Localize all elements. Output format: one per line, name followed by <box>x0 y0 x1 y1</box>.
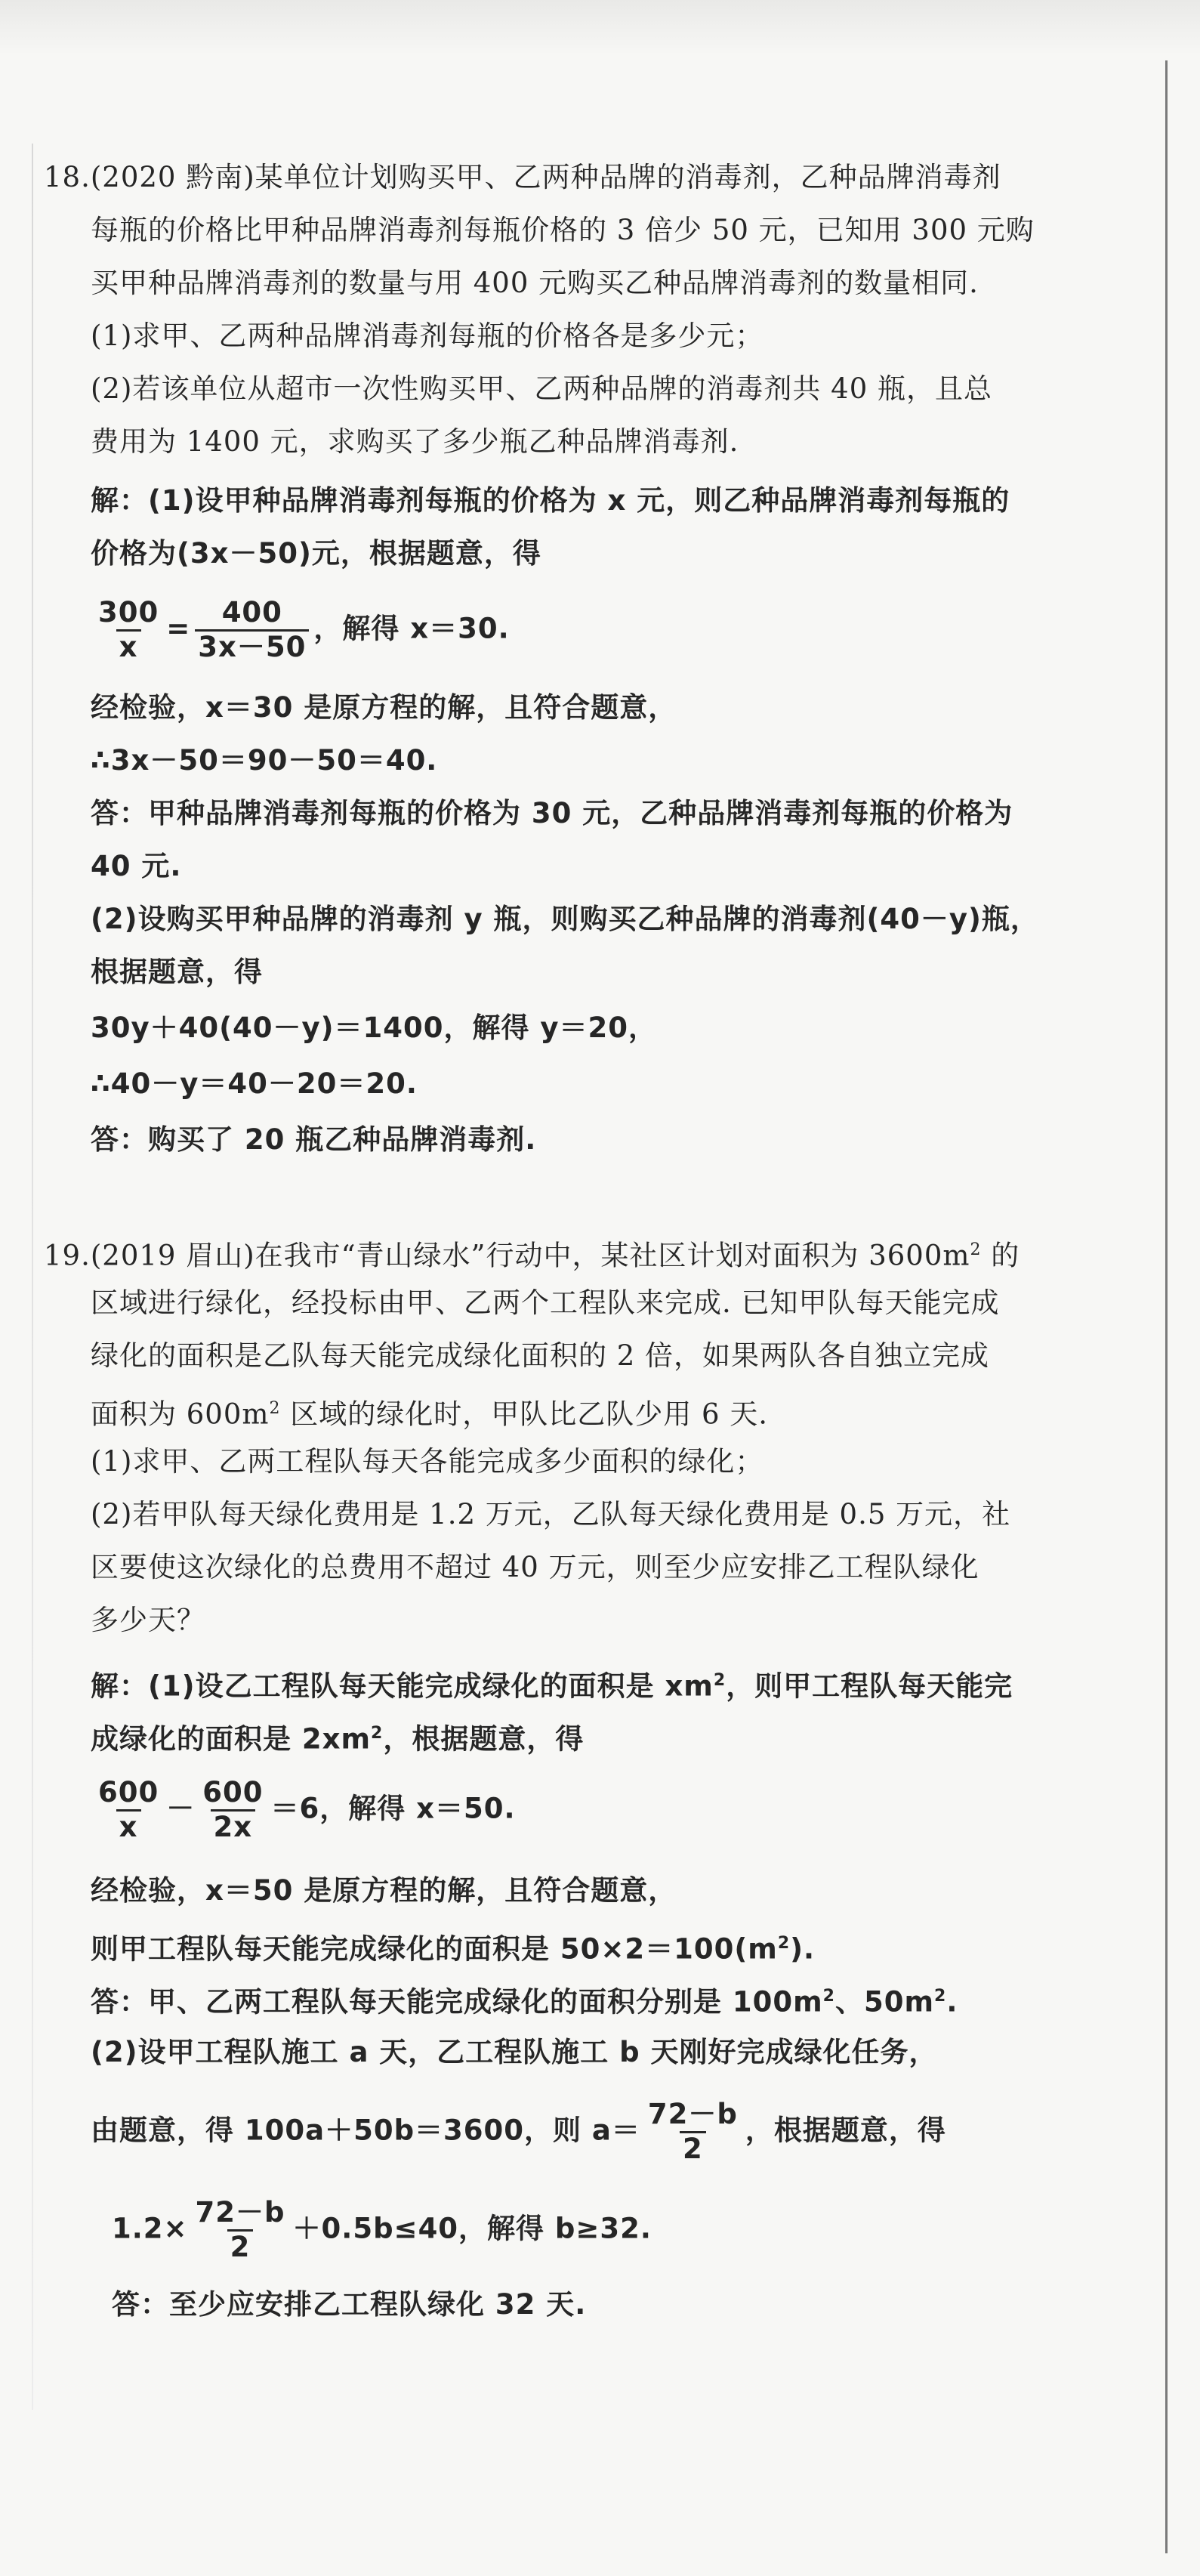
q18-sol-line-10: ∴40－y＝40－20＝20. <box>91 1067 418 1100</box>
q19-sol-line-4: 则甲工程队每天能完成绿化的面积是 $50\times 2=100(m^2)$. <box>91 1932 816 1966</box>
fraction: $\frac{300}{x}$ <box>98 596 159 663</box>
q18-sol-line-4: ∴3x－50＝90－50＝40. <box>91 744 438 777</box>
q18-sol-line-2: 价格为(3x－50)元，根据题意，得 <box>91 537 541 570</box>
left-margin-line <box>32 144 33 2410</box>
q18-line-2: 每瓶的价格比甲种品牌消毒剂每瓶价格的 3 倍少 50 元，已知用 300 元购 <box>91 214 1035 246</box>
q19-line-3: 绿化的面积是乙队每天能完成绿化面积的 2 倍，如果两队各自独立完成 <box>91 1339 990 1372</box>
q19-sol-line-8: 1.2× $\frac{72-b}{2}$ ＋0.5b≤40，解得 b≥32. <box>112 2196 652 2263</box>
page-top-shadow <box>0 0 1200 54</box>
q18-equation: $\frac{300}{x}$ = $\frac{400}{3x-50}$ ，解得 x＝30. <box>91 597 510 663</box>
fraction: $\frac{72-b}{2}$ <box>647 2098 738 2165</box>
q19-line-4: 面积为 $600m^2$ 区域的绿化时，甲队比乙队少用 6 天. <box>91 1398 769 1431</box>
q18-sol-line-11: 答：购买了 20 瓶乙种品牌消毒剂. <box>91 1123 537 1156</box>
q19-line-2: 区域进行绿化，经投标由甲、乙两个工程队来完成. 已知甲队每天能完成 <box>91 1286 1000 1319</box>
q18-line-4: (1)求甲、乙两种品牌消毒剂每瓶的价格各是多少元； <box>91 320 764 352</box>
q18-sol-line-1: 解：(1)设甲种品牌消毒剂每瓶的价格为 x 元，则乙种品牌消毒剂每瓶的 <box>91 484 1010 517</box>
q19-line-8: 多少天？ <box>91 1604 205 1636</box>
q18-sol-line-5: 答：甲种品牌消毒剂每瓶的价格为 30 元，乙种品牌消毒剂每瓶的价格为 <box>91 797 1013 829</box>
q19-sol-line-5: 答：甲、乙两工程队每天能完成绿化的面积分别是 $100m^2$、$50m^2$. <box>91 1985 958 2018</box>
fraction: $\frac{72-b}{2}$ <box>195 2196 285 2263</box>
q18-sol-line-7: (2)设购买甲种品牌的消毒剂 y 瓶，则购买乙种品牌的消毒剂(40－y)瓶， <box>91 903 1039 935</box>
q19-sol-line-9: 答：至少应安排乙工程队绿化 32 天. <box>112 2288 587 2321</box>
q18-sol-line-3: 经检验，x＝30 是原方程的解，且符合题意， <box>91 691 677 724</box>
q18-sol-line-9: 30y＋40(40－y)＝1400，解得 y＝20， <box>91 1012 657 1044</box>
q19-line-1: 19.(2019 眉山)在我市“青山绿水”行动中，某社区计划对面积为 $3600m^2$ 的 <box>44 1239 1020 1272</box>
right-margin-line <box>1165 60 1168 2553</box>
q19-sol-line-6: (2)设甲工程队施工 a 天，乙工程队施工 b 天刚好完成绿化任务， <box>91 2036 938 2068</box>
fraction: $\frac{400}{3x-50}$ <box>195 597 309 663</box>
q18-sol-line-8: 根据题意，得 <box>91 956 263 988</box>
fraction: $\frac{600}{x}$ <box>98 1776 159 1843</box>
q18-line-1: 18.(2020 黔南)某单位计划购买甲、乙两种品牌的消毒剂，乙种品牌消毒剂 <box>44 161 1001 193</box>
q19-equation: $\frac{600}{x}$ － $\frac{600}{2x}$ ＝6，解得 x＝50. <box>91 1777 516 1843</box>
q19-sol-line-7: 由题意，得 100a＋50b＝3600，则 a＝ $\frac{72-b}{2}$ ，根据题意，得 <box>91 2098 946 2165</box>
q19-line-6: (2)若甲队每天绿化费用是 1.2 万元，乙队每天绿化费用是 0.5 万元，社 <box>91 1498 1011 1530</box>
q19-sol-line-2: 成绿化的面积是 $2xm^2$，根据题意，得 <box>91 1722 585 1756</box>
q19-line-7: 区要使这次绿化的总费用不超过 40 万元，则至少应安排乙工程队绿化 <box>91 1551 979 1583</box>
q18-line-5: (2)若该单位从超市一次性购买甲、乙两种品牌的消毒剂共 40 瓶，且总 <box>91 372 993 405</box>
q19-sol-line-1: 解：(1)设乙工程队每天能完成绿化的面积是 $xm^2$，则甲工程队每天能完 <box>91 1669 1013 1703</box>
q19-line-5: (1)求甲、乙两工程队每天各能完成多少面积的绿化； <box>91 1445 764 1478</box>
fraction: $\frac{600}{2x}$ <box>202 1776 264 1843</box>
q18-line-3: 买甲种品牌消毒剂的数量与用 400 元购买乙种品牌消毒剂的数量相同. <box>91 267 979 299</box>
q19-sol-line-3: 经检验，x＝50 是原方程的解，且符合题意， <box>91 1874 677 1907</box>
q18-line-6: 费用为 1400 元，求购买了多少瓶乙种品牌消毒剂. <box>91 425 739 458</box>
q18-sol-line-6: 40 元. <box>91 850 182 882</box>
